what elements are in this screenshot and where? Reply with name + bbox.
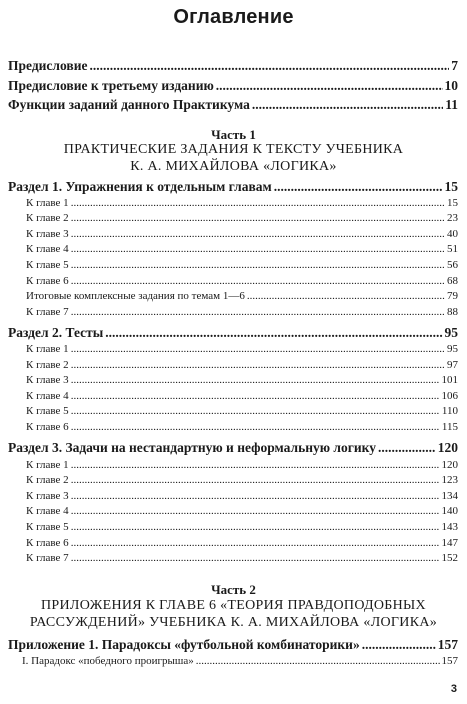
part1-title-line2: К. А. МИХАЙЛОВА «ЛОГИКА»	[130, 159, 337, 174]
dot-leader	[71, 537, 440, 549]
dot-leader	[71, 275, 445, 287]
dot-leader	[71, 490, 440, 502]
toc-entry-preface[interactable]	[8, 58, 458, 74]
dot-leader	[71, 228, 445, 240]
dot-leader	[71, 405, 440, 417]
toc-item[interactable]	[26, 474, 458, 486]
item-label: Итоговые комплексные задания по темам 1—6	[26, 290, 245, 302]
toc-item[interactable]	[26, 290, 458, 302]
item-label: К главе 4	[26, 243, 69, 255]
item-label: К главе 1	[26, 343, 69, 355]
toc-item[interactable]	[26, 212, 458, 224]
dot-leader	[247, 290, 445, 302]
toc-section-1[interactable]	[8, 179, 458, 195]
toc-item[interactable]	[26, 390, 458, 402]
part1-title-line1: ПРАКТИЧЕСКИЕ ЗАДАНИЯ К ТЕКСТУ УЧЕБНИКА	[63, 142, 404, 157]
item-page: 68	[447, 275, 458, 287]
dot-leader	[71, 243, 445, 255]
toc-item[interactable]	[26, 259, 458, 271]
item-label: I. Парадокс «победного проигрыша»	[22, 655, 194, 667]
dot-leader	[89, 58, 449, 74]
dot-leader	[71, 306, 445, 318]
part2-label: Часть 2	[211, 582, 256, 597]
toc-item[interactable]	[22, 655, 458, 667]
page-title: Оглавление	[173, 6, 294, 28]
entry-page: 11	[445, 97, 458, 112]
item-page: 101	[441, 374, 458, 386]
item-label: К главе 2	[26, 212, 69, 224]
item-label: К главе 7	[26, 306, 69, 318]
dot-leader	[274, 179, 443, 195]
toc-item[interactable]	[26, 374, 458, 386]
item-page: 120	[441, 459, 458, 471]
toc-item[interactable]	[26, 490, 458, 502]
item-page: 15	[447, 197, 458, 209]
toc-item[interactable]	[26, 306, 458, 318]
dot-leader	[71, 459, 440, 471]
dot-leader	[71, 197, 445, 209]
item-label: К главе 6	[26, 421, 69, 433]
toc-item[interactable]	[26, 521, 458, 533]
part2-title-line1: ПРИЛОЖЕНИЯ К ГЛАВЕ 6 «ТЕОРИЯ ПРАВДОПОДОБНЫХ	[41, 598, 426, 613]
dot-leader	[71, 421, 440, 433]
item-page: 157	[441, 655, 458, 667]
toc-item[interactable]	[26, 421, 458, 433]
dot-leader	[71, 359, 445, 371]
entry-page: 10	[444, 78, 458, 93]
dot-leader	[105, 325, 442, 341]
section-page: 95	[444, 325, 458, 340]
part2-title-line2: РАССУЖДЕНИЙ» УЧЕБНИКА К. А. МИХАЙЛОВА «ЛОГИКА»	[29, 615, 438, 630]
item-page: 152	[441, 552, 458, 564]
dot-leader	[71, 259, 445, 271]
item-label: К главе 7	[26, 552, 69, 564]
section-page: 15	[444, 179, 458, 194]
section-page: 120	[437, 440, 458, 455]
item-label: К главе 3	[26, 228, 69, 240]
toc-item[interactable]	[26, 405, 458, 417]
item-page: 97	[447, 359, 458, 371]
toc-item[interactable]	[26, 343, 458, 355]
item-page: 143	[441, 521, 458, 533]
dot-leader	[196, 655, 440, 667]
toc-item[interactable]	[26, 359, 458, 371]
part1-label: Часть 1	[211, 127, 256, 142]
item-label: К главе 1	[26, 197, 69, 209]
toc-item[interactable]	[26, 243, 458, 255]
section-label: Раздел 1. Упражнения к отдельным главам	[8, 179, 272, 194]
item-label: К главе 4	[26, 390, 69, 402]
dot-leader	[362, 637, 436, 653]
item-page: 134	[441, 490, 458, 502]
toc-item[interactable]	[26, 228, 458, 240]
item-page: 56	[447, 259, 458, 271]
dot-leader	[71, 374, 440, 386]
item-label: К главе 3	[26, 490, 69, 502]
item-label: К главе 5	[26, 259, 69, 271]
toc-section-2[interactable]	[8, 325, 458, 341]
toc-item[interactable]	[26, 505, 458, 517]
dot-leader	[71, 521, 440, 533]
section-page: 157	[437, 637, 458, 652]
entry-label: Функции заданий данного Практикума	[8, 97, 250, 112]
section-label: Раздел 2. Тесты	[8, 325, 104, 340]
dot-leader	[71, 505, 440, 517]
toc-item[interactable]	[26, 552, 458, 564]
toc-item[interactable]	[26, 197, 458, 209]
toc-entry-third-edition-preface[interactable]	[8, 78, 458, 94]
dot-leader	[71, 474, 440, 486]
item-page: 95	[447, 343, 458, 355]
dot-leader	[71, 552, 440, 564]
dot-leader	[71, 390, 440, 402]
item-label: К главе 2	[26, 359, 69, 371]
entry-label: Предисловие к третьему изданию	[8, 78, 214, 93]
item-page: 106	[441, 390, 458, 402]
toc-section-3[interactable]	[8, 440, 458, 456]
dot-leader	[252, 97, 443, 113]
toc-appendix-1[interactable]	[8, 637, 458, 653]
section-label: Раздел 3. Задачи на нестандартную и неформальную логику	[8, 440, 377, 455]
item-page: 79	[447, 290, 458, 302]
item-page: 88	[447, 306, 458, 318]
item-page: 115	[441, 421, 458, 433]
entry-label: Предисловие	[8, 58, 88, 73]
item-page: 123	[441, 474, 458, 486]
toc-item[interactable]	[26, 459, 458, 471]
item-label: К главе 2	[26, 474, 69, 486]
item-page: 140	[441, 505, 458, 517]
item-label: К главе 6	[26, 537, 69, 549]
item-label: К главе 3	[26, 374, 69, 386]
item-page: 23	[447, 212, 458, 224]
item-page: 40	[447, 228, 458, 240]
dot-leader	[216, 78, 443, 94]
item-label: К главе 6	[26, 275, 69, 287]
item-label: К главе 5	[26, 521, 69, 533]
dot-leader	[71, 212, 445, 224]
page-number: 3	[450, 683, 457, 695]
toc-entry-task-functions[interactable]	[8, 97, 458, 113]
item-page: 147	[441, 537, 458, 549]
section-label: Приложение 1. Парадоксы «футбольной комбинаторики»	[8, 637, 360, 652]
dot-leader	[378, 440, 436, 456]
toc-item[interactable]	[26, 537, 458, 549]
item-label: К главе 1	[26, 459, 69, 471]
dot-leader	[71, 343, 445, 355]
item-label: К главе 5	[26, 405, 69, 417]
item-page: 51	[447, 243, 458, 255]
item-label: К главе 4	[26, 505, 69, 517]
toc-item[interactable]	[26, 275, 458, 287]
item-page: 110	[441, 405, 458, 417]
entry-page: 7	[451, 58, 458, 73]
